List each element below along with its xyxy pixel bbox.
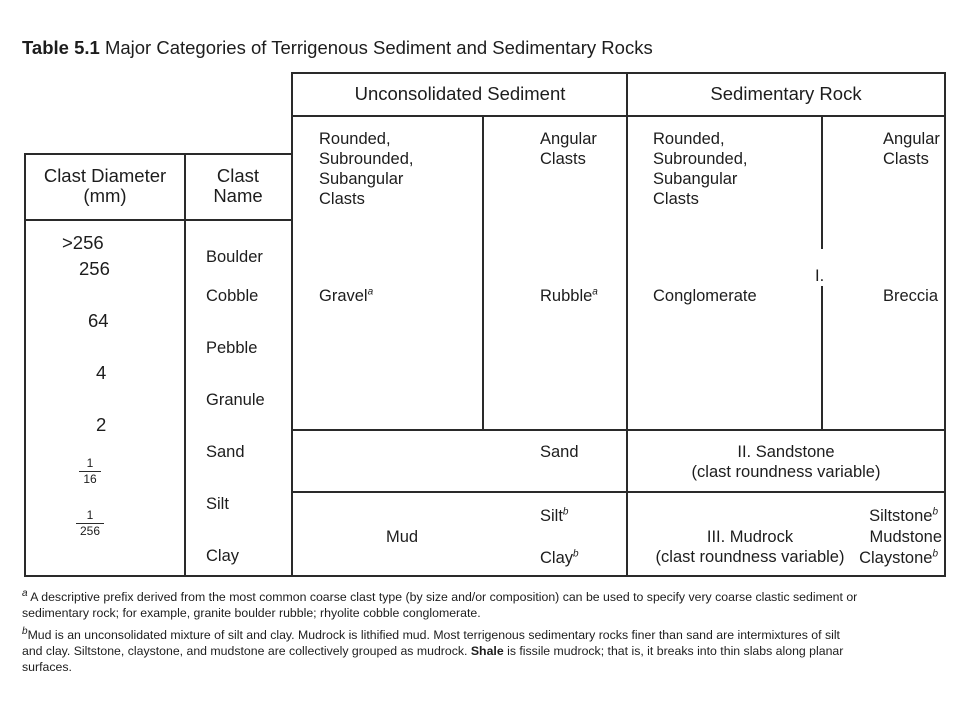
- subheader-line: Subrounded,: [653, 150, 748, 168]
- cell-mudrock-line2: (clast roundness variable): [655, 548, 845, 566]
- cell-silt-sediment: [540, 506, 568, 526]
- footnote-b-line2-pre: and clay. Siltstone, claystone, and mudstone are collectively grouped as mudrock.: [22, 644, 471, 658]
- footnote-a-line1: A descriptive prefix derived from the most common coarse clast type (by size and/or composition) can be used to specify very coarse clastic sediment or: [27, 590, 858, 604]
- cell-clay-text: Clay: [540, 549, 574, 567]
- header-clast-name: [186, 166, 290, 206]
- cell-siltstone: [869, 506, 938, 526]
- cell-sandstone: [626, 442, 946, 482]
- subheader-line: Subangular: [319, 170, 404, 188]
- cell-mudrock-line1: III. Mudrock: [706, 528, 794, 546]
- subheader-line: Clasts: [540, 150, 586, 168]
- cell-conglomerate: Conglomerate: [653, 287, 757, 305]
- subheader-line: Rounded,: [653, 130, 725, 148]
- header-clast-diameter-line2: (mm): [83, 185, 127, 206]
- rule-rock-split-lower: [821, 286, 823, 429]
- cell-mudrock: [650, 527, 850, 567]
- cell-mudstone: Mudstone: [869, 528, 942, 546]
- rule-sed-rock: [626, 72, 628, 577]
- cell-gravel-text: Gravel: [319, 287, 368, 305]
- subheader-sediment-rounded: [319, 129, 414, 209]
- subheader-line: Subangular: [653, 170, 738, 188]
- cell-siltstone-text: Siltstone: [869, 507, 933, 525]
- cell-claystone: [859, 548, 938, 568]
- diameter-256: 256: [79, 258, 110, 279]
- footnote-ref-a: a: [592, 286, 598, 298]
- subheader-line: Clasts: [653, 190, 699, 208]
- rule-mid-left: [291, 72, 293, 577]
- diameter-2: 2: [96, 414, 107, 435]
- rule-left-top: [24, 153, 292, 155]
- rule-left-outer: [24, 153, 26, 577]
- subheader-sediment-angular: [540, 129, 597, 169]
- footnote-ref-b: b: [932, 548, 938, 560]
- header-clast-name-line1: Clast: [216, 165, 260, 186]
- cell-rubble-text: Rubble: [540, 287, 593, 305]
- clast-name-pebble: Pebble: [206, 339, 258, 357]
- footnote-mark-b: b: [22, 625, 28, 637]
- clast-name-boulder: Boulder: [206, 248, 263, 266]
- cell-rubble: [540, 286, 598, 306]
- subheader-rock-angular: [883, 129, 940, 169]
- footnote-ref-b: b: [573, 548, 579, 560]
- cell-claystone-text: Claystone: [859, 549, 933, 567]
- diameter-64: 64: [88, 310, 109, 331]
- footnote-b-shale: Shale: [470, 644, 504, 658]
- cell-clay-sediment: [540, 548, 579, 568]
- subheader-line: Subrounded,: [319, 150, 414, 168]
- cell-silt-text: Silt: [540, 507, 563, 525]
- fraction-numerator: 1: [86, 456, 94, 470]
- rule-gravel-sand: [292, 429, 946, 431]
- diameter-4: 4: [96, 362, 107, 383]
- rule-right: [944, 72, 946, 577]
- footnote-a-cont: sedimentary rock; for example, granite boulder rubble; rhyolite cobble conglomerate.: [22, 606, 481, 620]
- clast-name-granule: Granule: [206, 391, 265, 409]
- footnote-ref-a: a: [367, 286, 374, 298]
- clast-name-silt: Silt: [206, 495, 229, 513]
- cell-mud: Mud: [386, 528, 419, 546]
- rule-sand-mud: [292, 491, 946, 493]
- fraction-denominator: 256: [79, 524, 101, 538]
- fraction-denominator: 16: [83, 472, 97, 486]
- cell-sandstone-line2: (clast roundness variable): [691, 463, 881, 481]
- rule-top: [292, 72, 946, 74]
- category-roman-i: I.: [815, 267, 825, 285]
- rule-rock-split-upper: [821, 115, 823, 249]
- footnote-a: [22, 589, 857, 605]
- subheader-line: Angular: [883, 130, 940, 148]
- subheader-line: Angular: [540, 130, 597, 148]
- cell-sandstone-line1: II. Sandstone: [737, 443, 835, 461]
- subheader-rock-rounded: [653, 129, 748, 209]
- clast-name-sand: Sand: [206, 443, 245, 461]
- footnote-b: [22, 627, 840, 643]
- table-title: [22, 37, 653, 59]
- header-clast-diameter: [26, 166, 184, 206]
- header-clast-name-line2: Name: [213, 185, 263, 206]
- footnote-b-cont: [22, 643, 843, 659]
- cell-gravel: [319, 286, 373, 306]
- diameter-gt256: >256: [62, 232, 104, 253]
- table-number: Table 5.1: [22, 37, 100, 58]
- rule-sed-split: [482, 115, 484, 429]
- header-unconsolidated-sediment: Unconsolidated Sediment: [354, 83, 566, 104]
- subheader-line: Rounded,: [319, 130, 391, 148]
- diameter-fraction-1-16: [79, 457, 101, 486]
- diameter-fraction-1-256: [76, 509, 104, 538]
- footnote-ref-b: b: [562, 506, 569, 518]
- clast-name-clay: Clay: [206, 547, 240, 565]
- rule-header: [292, 115, 946, 117]
- subheader-line: Clasts: [319, 190, 365, 208]
- footnote-mark-a: a: [22, 587, 28, 599]
- header-sedimentary-rock: Sedimentary Rock: [710, 83, 862, 104]
- footnote-b-line2-post: is fissile mudrock; that is, it breaks into thin slabs along planar: [503, 644, 844, 658]
- rule-left-header: [24, 219, 292, 221]
- header-clast-diameter-line1: Clast Diameter: [43, 165, 167, 186]
- rule-bottom: [24, 575, 946, 577]
- table-caption: Major Categories of Terrigenous Sediment and Sedimentary Rocks: [104, 37, 653, 58]
- footnote-ref-b: b: [932, 506, 938, 518]
- subheader-line: Clasts: [883, 150, 929, 168]
- footnote-b-end: surfaces.: [22, 660, 72, 674]
- footnote-b-line1: Mud is an unconsolidated mixture of silt and clay. Mudrock is lithified mud. Most terrigenous sedimentary rocks finer than sand are intermixtures of silt: [27, 628, 840, 642]
- clast-name-cobble: Cobble: [206, 287, 259, 305]
- fraction-numerator: 1: [86, 508, 94, 522]
- cell-sand-sediment: Sand: [540, 443, 579, 461]
- rule-left-inner: [184, 153, 186, 577]
- cell-breccia: Breccia: [883, 287, 939, 305]
